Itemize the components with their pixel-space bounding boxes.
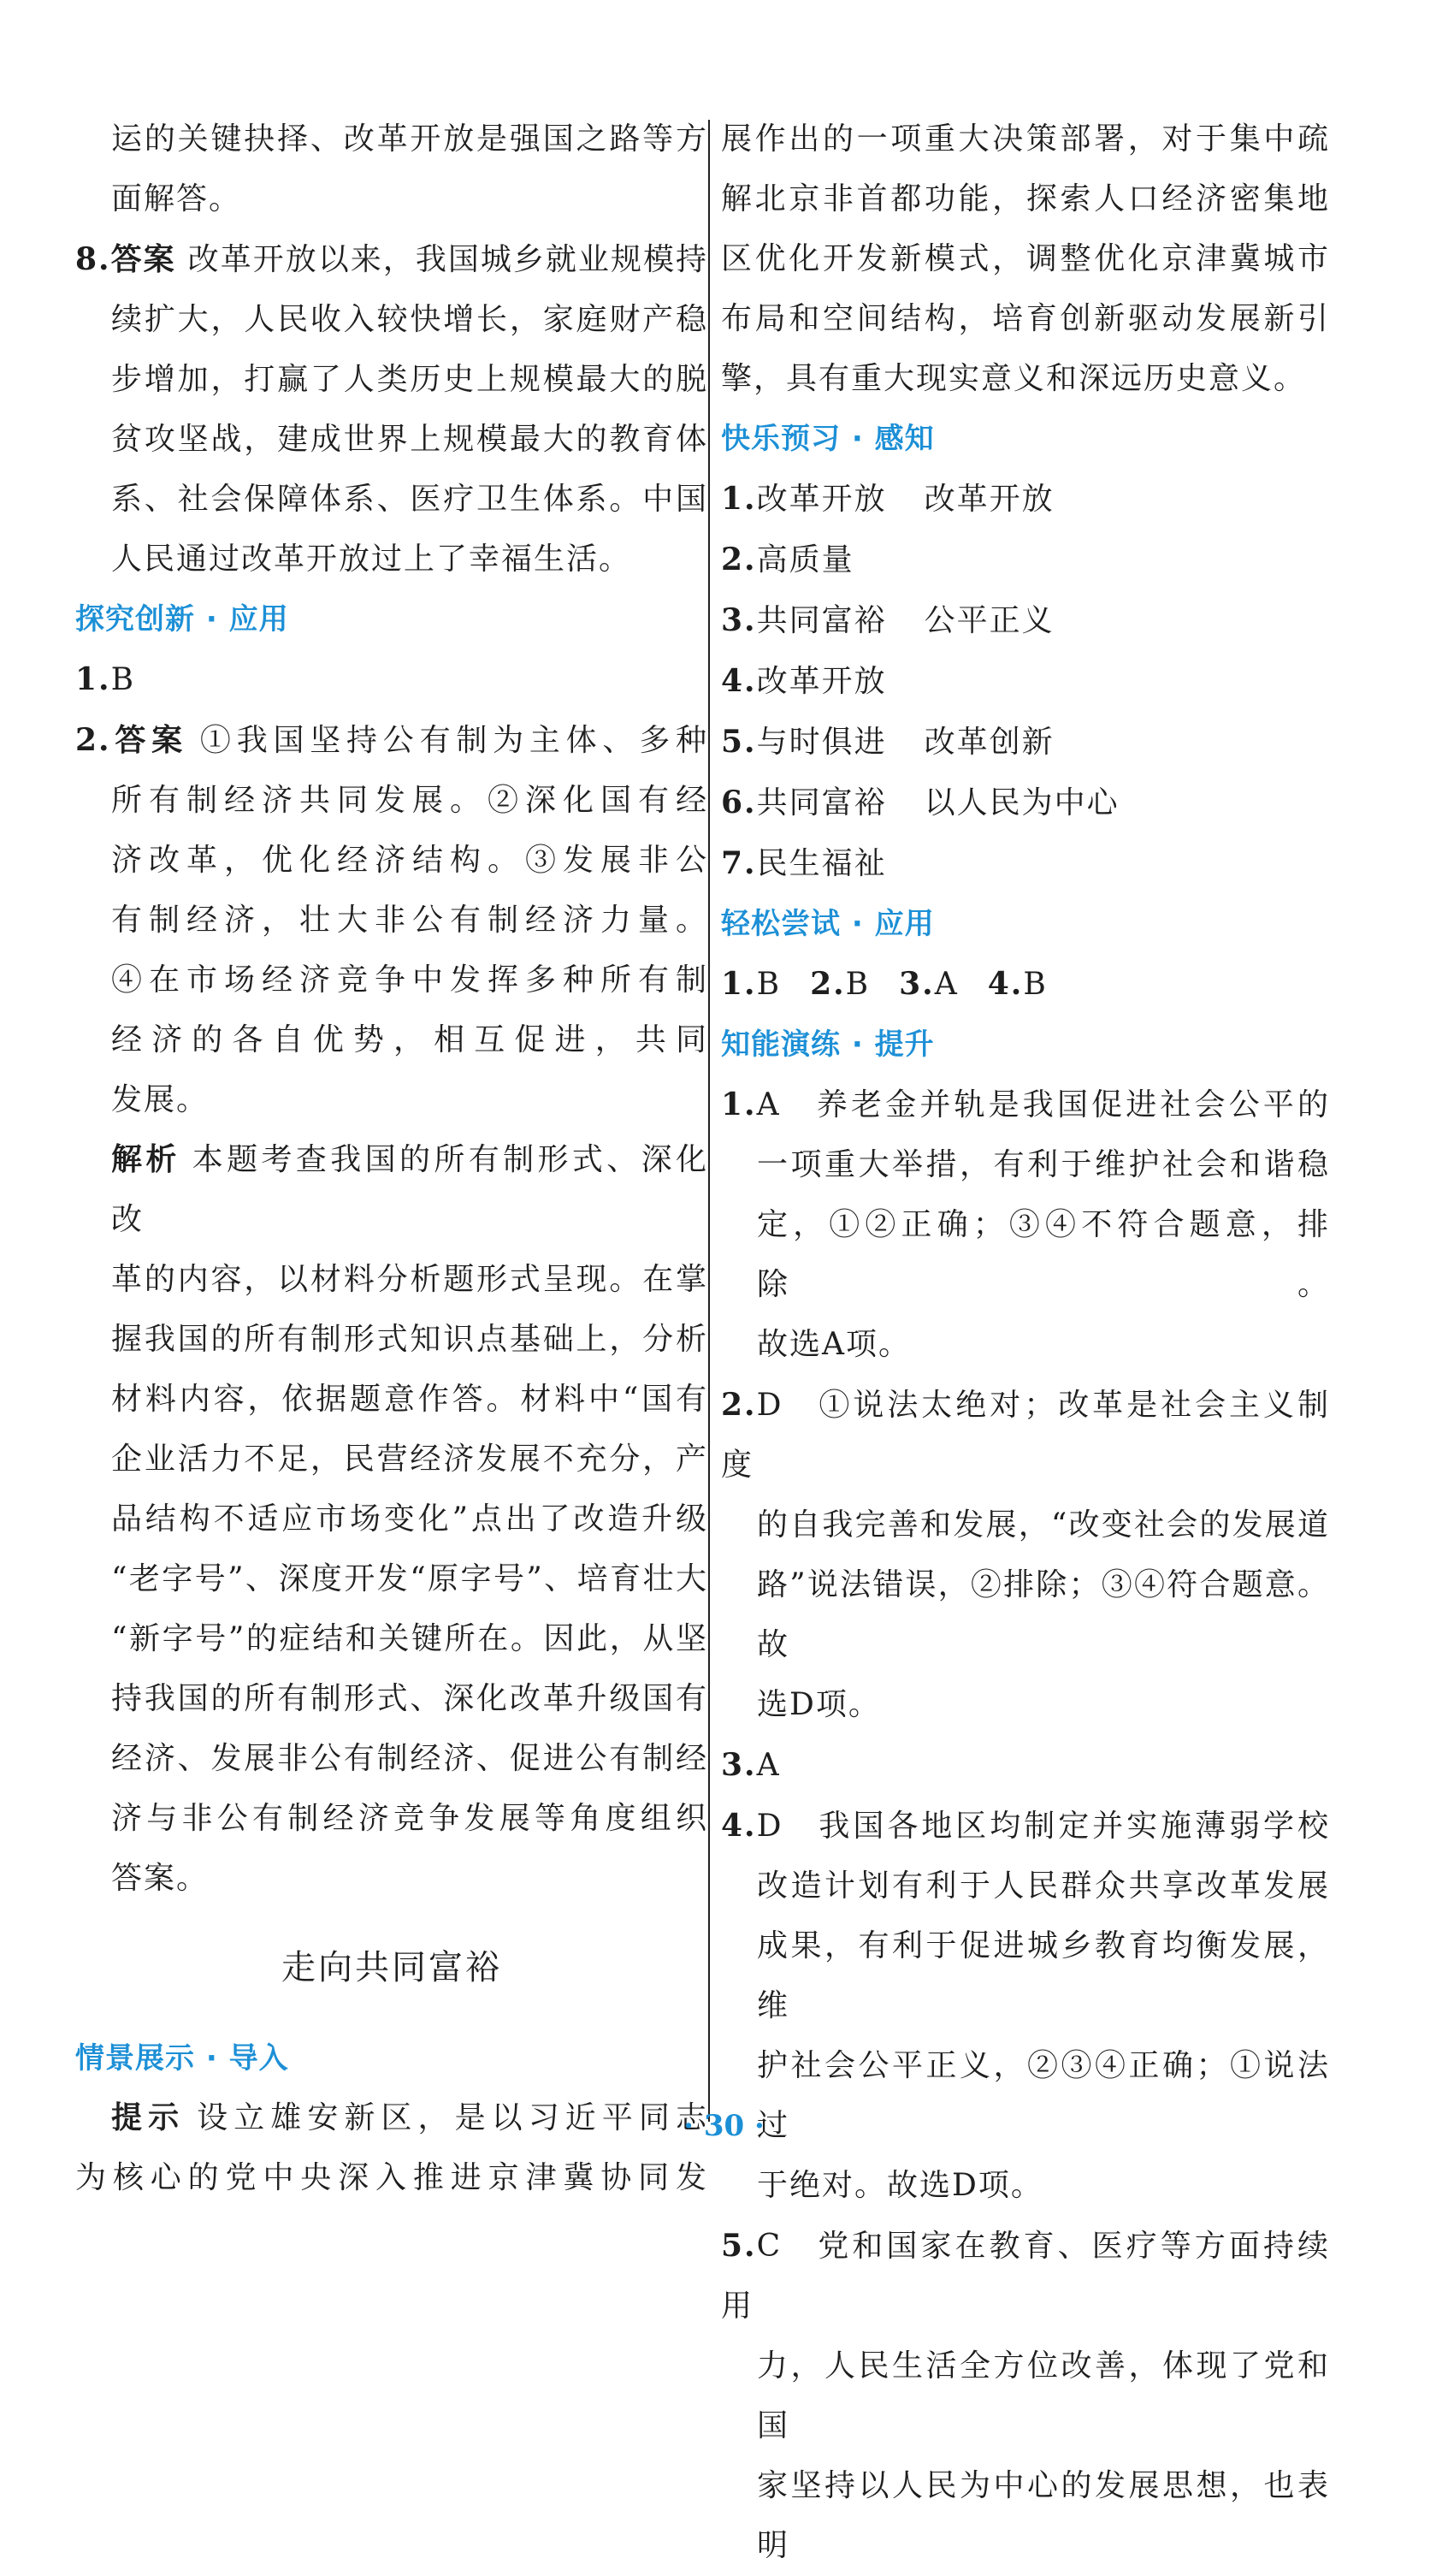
answer-text: 济改革，优化经济结构。③发展非公 [111,843,708,878]
preview-answer: 改革开放 [756,664,887,699]
item-number: 1. [75,661,111,697]
continued-text: 布局和空间结构，培育创新驱动发展新引 [721,301,1330,336]
practice-text: D 我国各地区均制定并实施薄弱学校 [756,1809,1330,1844]
answer-text: ①我国坚持公有制为主体、多种 [199,723,708,758]
quick-answer: B [845,967,871,1002]
right-column [721,110,1330,2576]
analysis-tag: 解析 [111,1142,180,1177]
item-number: 4. [987,966,1024,1002]
practice-text: 路”说法错误，②排除；③④符合题意。故 [757,1567,1330,1662]
hint-text: 为核心的党中央深入推进京津冀协同发 [75,2160,708,2195]
preview-answer: 以人民为中心 [924,785,1120,820]
answer-text: 人民通过改革开放过上了幸福生活。 [111,542,632,577]
practice-4 [721,1796,1330,1856]
answer-text: 贫攻坚战，建成世界上规模最大的教育体 [111,422,708,457]
analysis-text: 本题考查我国的所有制形式、深化改 [111,1142,708,1237]
item-number: 5. [721,724,757,760]
analysis [75,1130,708,1250]
analysis-text: 答案。 [111,1861,210,1896]
practice-text: A [756,1748,781,1783]
preview-answer: 改革开放 [756,482,887,517]
analysis-text: “新字号”的症结和关键所在。因此，从坚 [111,1621,708,1656]
practice-text: 于绝对。故选D项。 [757,2168,1043,2203]
practice-text: 的自我完善和发展，“改变社会的发展道 [757,1507,1330,1543]
answer-text: 所有制经济共同发展。②深化国有经 [111,783,708,818]
section-heading: 知能演练 · 提升 [721,1027,935,1062]
quick-answer: A [934,967,959,1002]
answer-text: 经济的各自优势，相互促进，共同 [111,1022,708,1057]
section-heading: 情景展示 · 导入 [75,2041,289,2076]
section-heading: 轻松尝试 · 应用 [721,907,935,941]
practice-text: 护社会公平正义，②③④正确；①说法过 [757,2048,1330,2143]
quick-answers [721,954,1330,1015]
answer-text: 系、社会保障体系、医疗卫生体系。中国 [111,482,708,517]
answer-text: ④在市场经济竞争中发挥多种所有制 [111,962,708,998]
practice-2 [721,1375,1330,1495]
preview-item [721,712,1330,773]
left-column [75,110,708,2208]
quick-answer: B [756,967,782,1002]
hint-tag: 提示 [111,2100,186,2135]
preview-item [721,773,1330,833]
item-number: 6. [721,785,757,820]
section-heading: 快乐预习 · 感知 [721,422,935,456]
answer-text: B [110,662,136,697]
answer-2 [75,710,708,771]
answer-text: 步增加，打赢了人类历史上规模最大的脱 [111,362,708,397]
preview-item [721,651,1330,712]
analysis-text: 经济、发展非公有制经济、促进公有制经 [111,1741,708,1776]
practice-text: D ①说法太绝对；改革是社会主义制度 [721,1388,1330,1483]
item-number: 4. [721,663,757,699]
page-number: · 30 · [683,2109,765,2143]
hint-text: 设立雄安新区，是以习近平同志 [197,2100,708,2135]
practice-text: 改造计划有利于人民群众共享改革发展 [757,1868,1330,1904]
preview-answer: 民生福祉 [756,846,887,881]
section-heading: 探究创新 · 应用 [75,602,289,637]
item-number: 8. [75,241,111,277]
practice-text: 故选A项。 [757,1327,911,1362]
practice-text: 力，人民生活全方位改善，体现了党和国 [757,2348,1330,2443]
preview-item [721,833,1330,894]
preview-item [721,530,1330,590]
practice-1 [721,1075,1330,1135]
item-number: 3. [721,602,757,638]
item-number: 1. [721,966,757,1002]
practice-text: 成果，有利于促进城乡教育均衡发展，维 [757,1928,1330,2023]
practice-text: 选D项。 [757,1687,881,1722]
answer-8 [75,229,708,290]
item-number: 3. [721,1747,757,1783]
quick-answer: B [1023,967,1048,1002]
preview-answer: 共同富裕 [756,785,887,820]
continued-text: 运的关键抉择、改革开放是强国之路等方 [111,121,708,157]
preview-answer: 高质量 [756,542,854,577]
analysis-text: 材料内容，依据题意作答。材料中“国有 [111,1382,708,1417]
practice-5 [721,2216,1330,2336]
analysis-text: 品结构不适应市场变化”点出了改造升级 [111,1501,708,1537]
analysis-text: 济与非公有制经济竞争发展等角度组织 [111,1801,708,1836]
continued-text: 面解答。 [111,181,242,216]
analysis-text: 握我国的所有制形式知识点基础上，分析 [111,1322,708,1357]
preview-answer: 共同富裕 [756,603,887,638]
item-number: 1. [721,1087,757,1122]
item-number: 3. [899,966,935,1002]
practice-text: 一项重大举措，有利于维护社会和谐稳 [757,1147,1330,1182]
answer-text: 改革开放以来，我国城乡就业规模持 [187,242,708,277]
item-number: 4. [721,1808,757,1844]
analysis-text: 企业活力不足，民营经济发展不充分，产 [111,1442,708,1477]
item-number: 5. [721,2228,757,2264]
continued-text: 区优化开发新模式，调整优化京津冀城市 [721,241,1330,276]
continued-text: 擎，具有重大现实意义和深远历史意义。 [721,361,1307,396]
item-number: 2. [810,966,846,1002]
analysis-text: 革的内容，以材料分析题形式呈现。在掌 [111,1262,708,1297]
answer-text: 续扩大，人民收入较快增长，家庭财产稳 [111,302,708,337]
analysis-text: “老字号”、深度开发“原字号”、培育壮大 [111,1561,708,1596]
item-number: 2. [721,542,757,577]
practice-text: C 党和国家在教育、医疗等方面持续用 [721,2229,1330,2324]
answer-tag: 答案 [110,723,188,758]
answer-tag: 答案 [110,242,176,277]
item-number: 1. [721,481,757,517]
preview-answer: 改革创新 [924,725,1055,760]
answer-text: 有制经济，壮大非公有制经济力量。 [111,903,708,938]
answer-1 [75,649,708,710]
preview-answer: 公平正义 [924,603,1055,638]
item-number: 7. [721,845,757,881]
column-divider [708,120,710,2122]
practice-text: 家坚持以人民为中心的发展思想，也表明 [757,2468,1330,2563]
continued-text: 展作出的一项重大决策部署，对于集中疏 [721,121,1330,157]
item-number: 2. [721,1387,757,1423]
preview-item [721,590,1330,651]
practice-text: 定，①②正确；③④不符合题意，排除。 [757,1207,1330,1302]
preview-item [721,469,1330,530]
practice-text: A 养老金并轨是我国促进社会公平的 [756,1087,1330,1122]
practice-3 [721,1735,1330,1796]
preview-answer: 改革开放 [924,482,1055,517]
analysis-text: 持我国的所有制形式、深化改革升级国有 [111,1681,708,1716]
continued-text: 解北京非首都功能，探索人口经济密集地 [721,181,1330,216]
preview-answer: 与时俱进 [756,725,887,760]
chapter-title: 走向共同富裕 [281,1948,502,1987]
answer-text: 发展。 [111,1082,210,1117]
item-number: 2. [75,722,111,758]
